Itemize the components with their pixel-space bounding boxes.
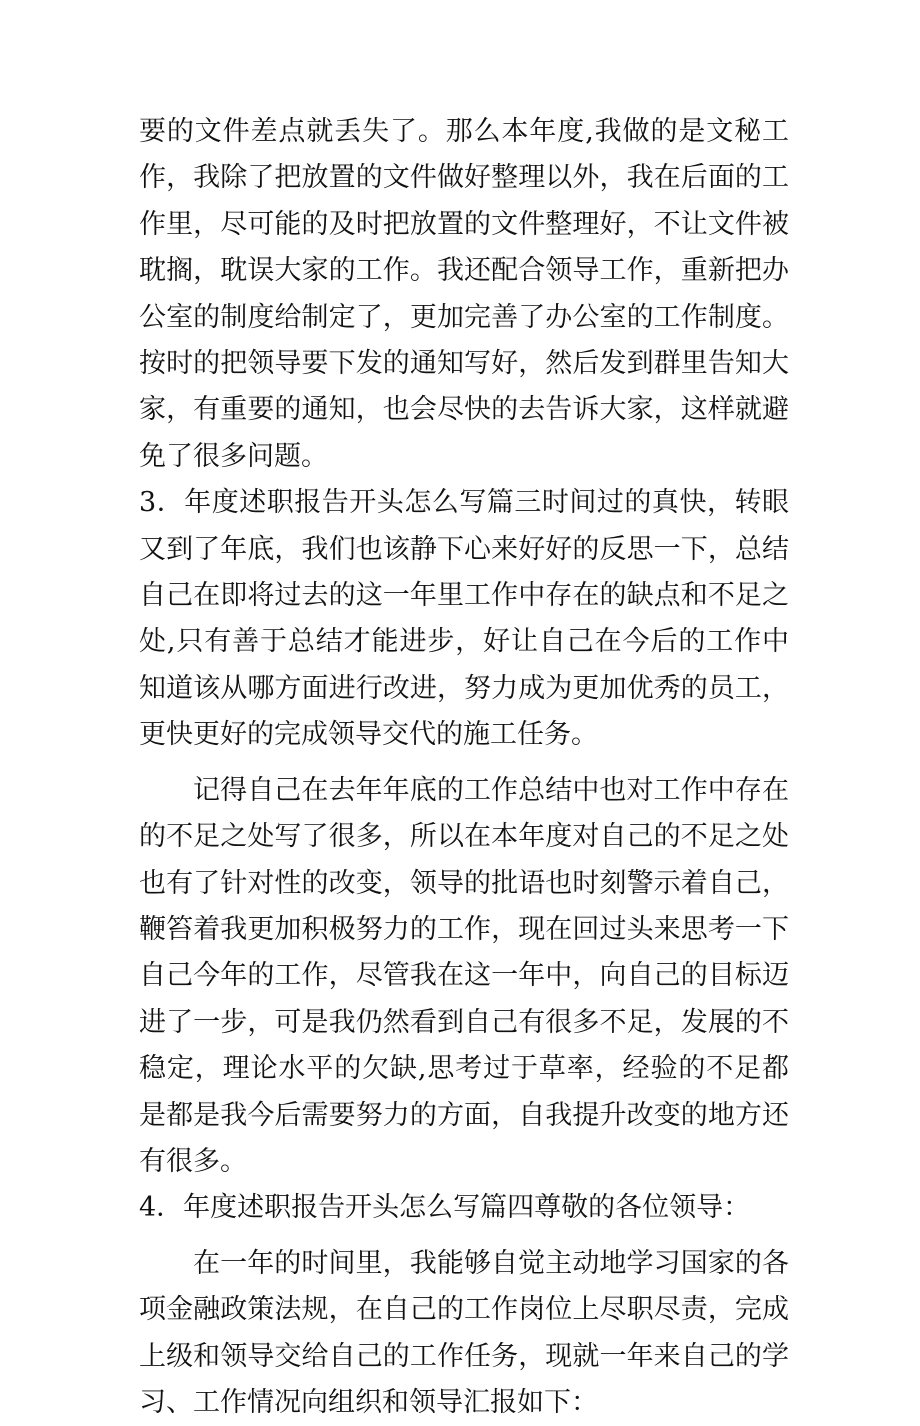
paragraph-study-summary: 在一年的时间里，我能够自觉主动地学习国家的各项金融政策法规，在自己的工作岗位上尽职尽责，完成上级和领导交给自己的工作任务，现就一年来自己的学习、工作情况向组织和领导汇报如下： (139, 1247, 789, 1418)
document-body (139, 109, 789, 1426)
paragraph-section-4-heading: 4．年度述职报告开头怎么写篇四尊敬的各位领导： (139, 1192, 751, 1224)
paragraph-section-3-heading: 3．年度述职报告开头怎么写篇三时间过的真快，转眼又到了年底，我们也该静下心来好好的反思一下，总结自己在即将过去的这一年里工作中存在的缺点和不足之处,只有善于总结才能进步，好让自己在今后的工作中知道该从哪方面进行改进，努力成为更加优秀的员工，更快更好的完成领导交代的施工任务。 (139, 487, 789, 751)
paragraph-self-reflection: 记得自己在去年年底的工作总结中也对工作中存在的不足之处写了很多，所以在本年度对自己的不足之处也有了针对性的改变，领导的批语也时刻警示着自己，鞭笞着我更加积极努力的工作，现在回过头来思考一下自己今年的工作，尽管我在这一年中，向自己的目标迈进了一步，可是我仍然看到自己有很多不足，发展的不稳定，理论水平的欠缺,思考过于草率，经验的不足都是都是我今后需要努力的方面，自我提升改变的地方还有很多。 (139, 774, 789, 1177)
paragraph-file-management: 要的文件差点就丢失了。那么本年度,我做的是文秘工作，我除了把放置的文件做好整理以外，我在后面的工作里，尽可能的及时把放置的文件整理好，不让文件被耽搁，耽误大家的工作。我还配合领导工作，重新把办公室的制度给制定了，更加完善了办公室的工作制度。按时的把领导要下发的通知写好，然后发到群里告知大家，有重要的通知，也会尽快的去告诉大家，这样就避免了很多问题。 (139, 116, 789, 472)
